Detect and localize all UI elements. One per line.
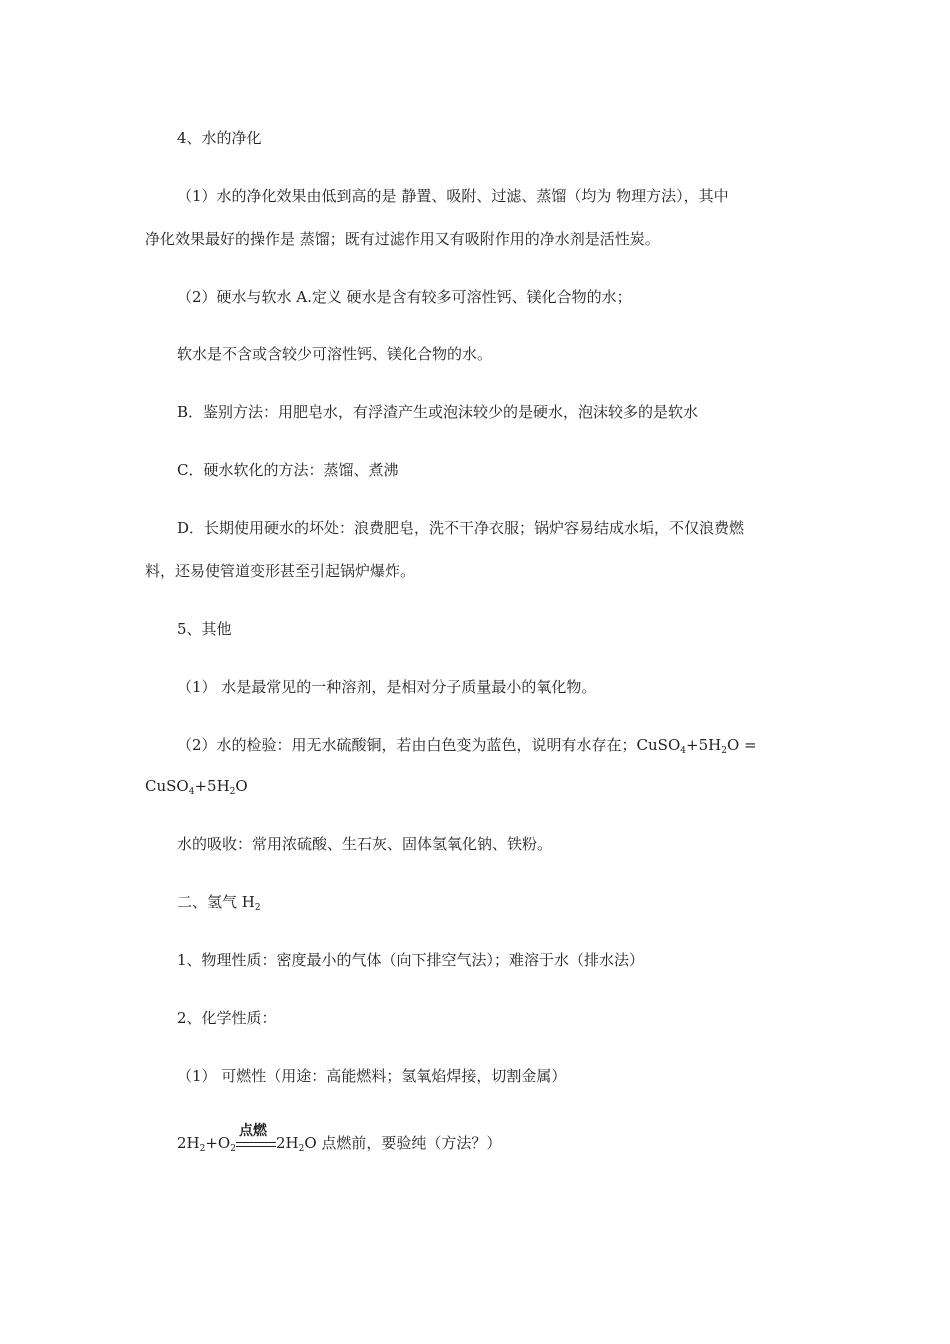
paragraph-chemical-properties: 2、化学性质： [177,1009,277,1027]
text-formula-part: O = [726,736,757,754]
paragraph-water-solvent: （1） 水是最常见的一种溶剂，是相对分子质量最小的氧化物。 [177,678,597,696]
paragraph-physical-properties: 1、物理性质：密度最小的气体（向下排空气法）；难溶于水（排水法） [177,951,645,969]
text-formula-part: +O [205,1134,231,1152]
text-hydrogen-heading: 二、氢气 H [177,893,255,911]
paragraph-water-absorption: 水的吸收：常用浓硫酸、生石灰、固体氢氧化钠、铁粉。 [177,835,553,853]
subscript: 2 [721,746,727,756]
text-formula-part: CuSO [145,777,189,795]
text-formula-part: 2H [177,1134,200,1152]
text-water-test: （2）水的检验：用无水硫酸铜，若由白色变为蓝色，说明有水存在；CuSO [177,736,681,754]
paragraph-hard-water-harm-cont: 料，还易使管道变形甚至引起锅炉爆炸。 [145,562,416,580]
subscript: 2 [254,903,261,913]
subscript: 2 [298,1144,305,1154]
text-formula-part: +5H [686,736,722,754]
paragraph-water-test-cont [145,776,248,796]
paragraph-purification-order: （1）水的净化效果由低到高的是 静置、吸附、过滤、蒸馏（均为 物理方法），其中 [177,187,729,205]
subscript: 2 [229,787,236,797]
paragraph-purification-order-cont: 净化效果最好的操作是 蒸馏；既有过滤作用又有吸附作用的净水剂是活性炭。 [145,230,660,248]
paragraph-identification-method: B．鉴别方法：用肥皂水，有浮渣产生或泡沫较少的是硬水，泡沫较多的是软水 [177,403,699,421]
paragraph-softening-method: C．硬水软化的方法：蒸馏、煮沸 [177,461,399,479]
paragraph-water-test [177,735,757,755]
text-formula-part: 2H [275,1134,299,1152]
reaction-condition-label: 点燃 [238,1123,267,1139]
subscript: 4 [188,787,195,797]
text-formula-part: O 点燃前，要验纯（方法？） [304,1134,502,1152]
section-hydrogen [177,892,261,912]
subscript: 2 [199,1144,206,1154]
equals-bar [236,1146,276,1147]
reaction-condition-sign [236,1123,276,1153]
subscript: 4 [680,746,686,756]
equation-hydrogen-combustion [177,1123,502,1154]
paragraph-hard-soft-definition: （2）硬水与软水 A.定义 硬水是含有较多可溶性钙、镁化合物的水； [177,288,632,306]
section-water-purification: 4、水的净化 [177,129,262,147]
equals-bar [236,1142,276,1143]
section-others: 5、其他 [177,620,232,638]
paragraph-soft-water-definition: 软水是不含或含较少可溶性钙、镁化合物的水。 [177,345,493,363]
text-formula-part: +5H [194,777,230,795]
paragraph-flammability: （1） 可燃性（用途：高能燃料；氢氧焰焊接，切割金属） [177,1067,567,1085]
text-formula-part: O [235,777,248,795]
paragraph-hard-water-harm: D．长期使用硬水的坏处：浪费肥皂，洗不干净衣服；锅炉容易结成水垢，不仅浪费燃 [177,519,745,537]
subscript: 2 [230,1144,236,1154]
